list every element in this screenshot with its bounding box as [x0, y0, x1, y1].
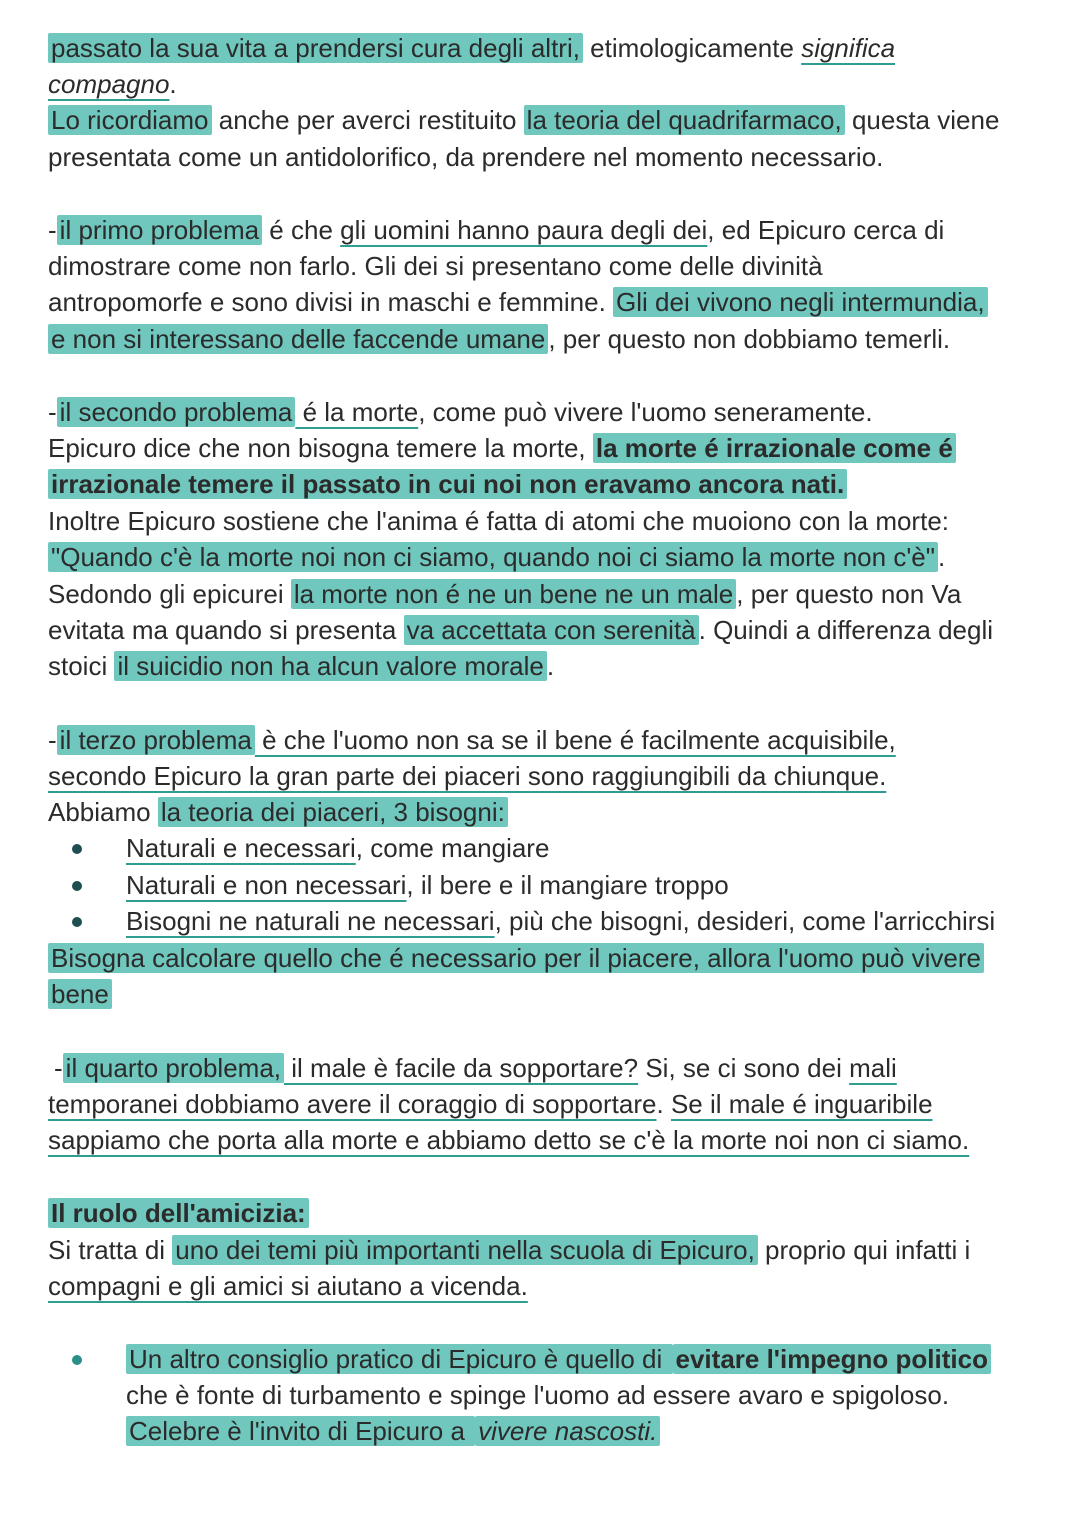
highlight: Il ruolo dell'amicizia:	[48, 1198, 309, 1228]
list-item: Naturali e necessari, come mangiare	[126, 833, 550, 863]
highlight: passato la sua vita a prendersi cura degli altri,	[48, 33, 583, 63]
text-line: temporanei dobbiamo avere il coraggio di sopportare. Se il male é inguaribile	[48, 1089, 933, 1119]
text-line	[48, 758, 886, 794]
text-line: dimostrare come non farlo. Gli dei si presentano come delle divinità	[48, 251, 823, 281]
underline: sappiamo che porta alla morte e abbiamo detto se c'è la morte noi non ci siamo.	[48, 1125, 970, 1155]
highlight: e non si interessano delle faccende umane	[48, 324, 548, 354]
text-line: evitata ma quando si presenta va accettata con serenità . Quindi a differenza degli	[48, 615, 994, 645]
underline: Bisogni ne naturali ne necessari	[126, 906, 495, 936]
list-item: Naturali e non necessari, il bere e il mangiare troppo	[126, 870, 729, 900]
highlight: Gli dei vivono negli intermundia,	[613, 287, 988, 317]
highlight: la teoria del quadrifarmaco,	[524, 105, 845, 135]
highlight: il primo problema	[57, 215, 262, 245]
text-line: presentata come un antidolorifico, da prendere nel momento necessario.	[48, 142, 884, 172]
underline: compagni e gli amici si aiutano a vicenda.	[48, 1271, 528, 1301]
text-line	[48, 940, 984, 976]
underline: é la morte	[295, 397, 419, 427]
highlight: il secondo problema	[57, 397, 296, 427]
highlight: il suicidio non ha alcun valore morale	[114, 651, 546, 681]
highlight: Celebre è l'invito di Epicuro a	[126, 1416, 475, 1446]
bullet-icon	[72, 1355, 82, 1365]
text-line	[126, 1413, 660, 1449]
text-line: stoici il suicidio non ha alcun valore morale .	[48, 651, 555, 681]
text-line: "Quando c'è la morte noi non ci siamo, quando noi ci siamo la morte non c'è" .	[48, 539, 945, 575]
bullet-icon	[72, 881, 82, 891]
text-line: Inoltre Epicuro sostiene che l'anima é fatta di atomi che muoiono con la morte:	[48, 506, 949, 536]
text-line: Sedondo gli epicurei la morte non é ne un bene ne un male , per questo non Va	[48, 579, 962, 609]
highlight: evitare l'impegno politico	[673, 1344, 991, 1374]
underline: Naturali e necessari	[126, 833, 356, 863]
problem-heading-line: - il terzo problema è che l'uomo non sa se il bene é facilmente acquisibile,	[48, 725, 896, 755]
highlight: la teoria dei piaceri, 3 bisogni:	[158, 797, 508, 827]
highlight: uno dei temi più importanti nella scuola di Epicuro,	[172, 1235, 758, 1265]
underline: temporanei dobbiamo avere il coraggio di sopportare	[48, 1089, 657, 1119]
problem-heading-line: - il primo problema é che gli uomini hanno paura degli dei, ed Epicuro cerca di	[48, 215, 945, 245]
underline: secondo Epicuro la gran parte dei piaceri sono raggiungibili da chiunque.	[48, 761, 887, 791]
highlight: Lo ricordiamo	[48, 105, 212, 135]
text-line	[48, 1122, 969, 1158]
text-line: Epicuro dice che non bisogna temere la morte, la morte é irrazionale come é	[48, 430, 956, 466]
list-item: Bisogni ne naturali ne necessari, più che bisogni, desideri, come l'arricchirsi	[126, 906, 996, 936]
underlined-word: compagno	[48, 69, 170, 99]
underline: il male è facile da sopportare?	[284, 1053, 639, 1083]
text-line: Abbiamo la teoria dei piaceri, 3 bisogni:	[48, 794, 508, 830]
highlight: irrazionale temere il passato in cui noi non eravamo ancora nati.	[48, 469, 847, 499]
underline: Se il male é inguaribile	[670, 1089, 933, 1119]
text-line: passato la sua vita a prendersi cura degli altri, etimologicamente significa	[48, 30, 895, 66]
text-line: e non si interessano delle faccende umane , per questo non dobbiamo temerli.	[48, 321, 950, 357]
underline: Naturali e non necessari	[126, 870, 407, 900]
text-line: antropomorfe e sono divisi in maschi e femmine. Gli dei vivono negli intermundia,	[48, 284, 988, 320]
highlight: vivere nascosti.	[475, 1416, 660, 1446]
text-line: Si tratta di uno dei temi più importanti nella scuola di Epicuro, proprio qui infatti i	[48, 1235, 971, 1265]
text-line	[48, 466, 847, 502]
highlight: va accettata con serenità	[404, 615, 699, 645]
underline: mali	[849, 1053, 897, 1083]
highlight: bene	[48, 979, 112, 1009]
section-heading	[48, 1195, 309, 1231]
list-item	[126, 1341, 991, 1377]
underlined-word: significa	[801, 33, 896, 63]
problem-heading-line: - il quarto problema, il male è facile da sopportare? Si, se ci sono dei mali	[54, 1053, 897, 1083]
underline: gli uomini hanno paura degli dei	[340, 215, 708, 245]
text-line	[48, 1268, 528, 1304]
text-line: che è fonte di turbamento e spinge l'uomo ad essere avaro e spigoloso.	[126, 1380, 950, 1410]
problem-heading-line: - il secondo problema é la morte, come può vivere l'uomo seneramente.	[48, 397, 873, 427]
highlight: la morte non é ne un bene ne un male	[291, 579, 736, 609]
text-line	[48, 976, 112, 1012]
highlight: Un altro consiglio pratico di Epicuro è quello di	[126, 1344, 673, 1374]
bullet-icon	[72, 844, 82, 854]
text-line: Lo ricordiamo anche per averci restituito la teoria del quadrifarmaco, questa viene	[48, 102, 999, 138]
highlight: "Quando c'è la morte noi non ci siamo, quando noi ci siamo la morte non c'è"	[48, 542, 938, 572]
highlight: il terzo problema	[57, 725, 255, 755]
highlight: la morte é irrazionale come é	[593, 433, 956, 463]
text-line: compagno.	[48, 69, 177, 99]
highlight: il quarto problema,	[63, 1053, 284, 1083]
bullet-icon	[72, 917, 82, 927]
underline: è che l'uomo non sa se il bene é facilmente acquisibile,	[254, 725, 896, 755]
highlight: Bisogna calcolare quello che é necessario per il piacere, allora l'uomo può vivere	[48, 943, 984, 973]
